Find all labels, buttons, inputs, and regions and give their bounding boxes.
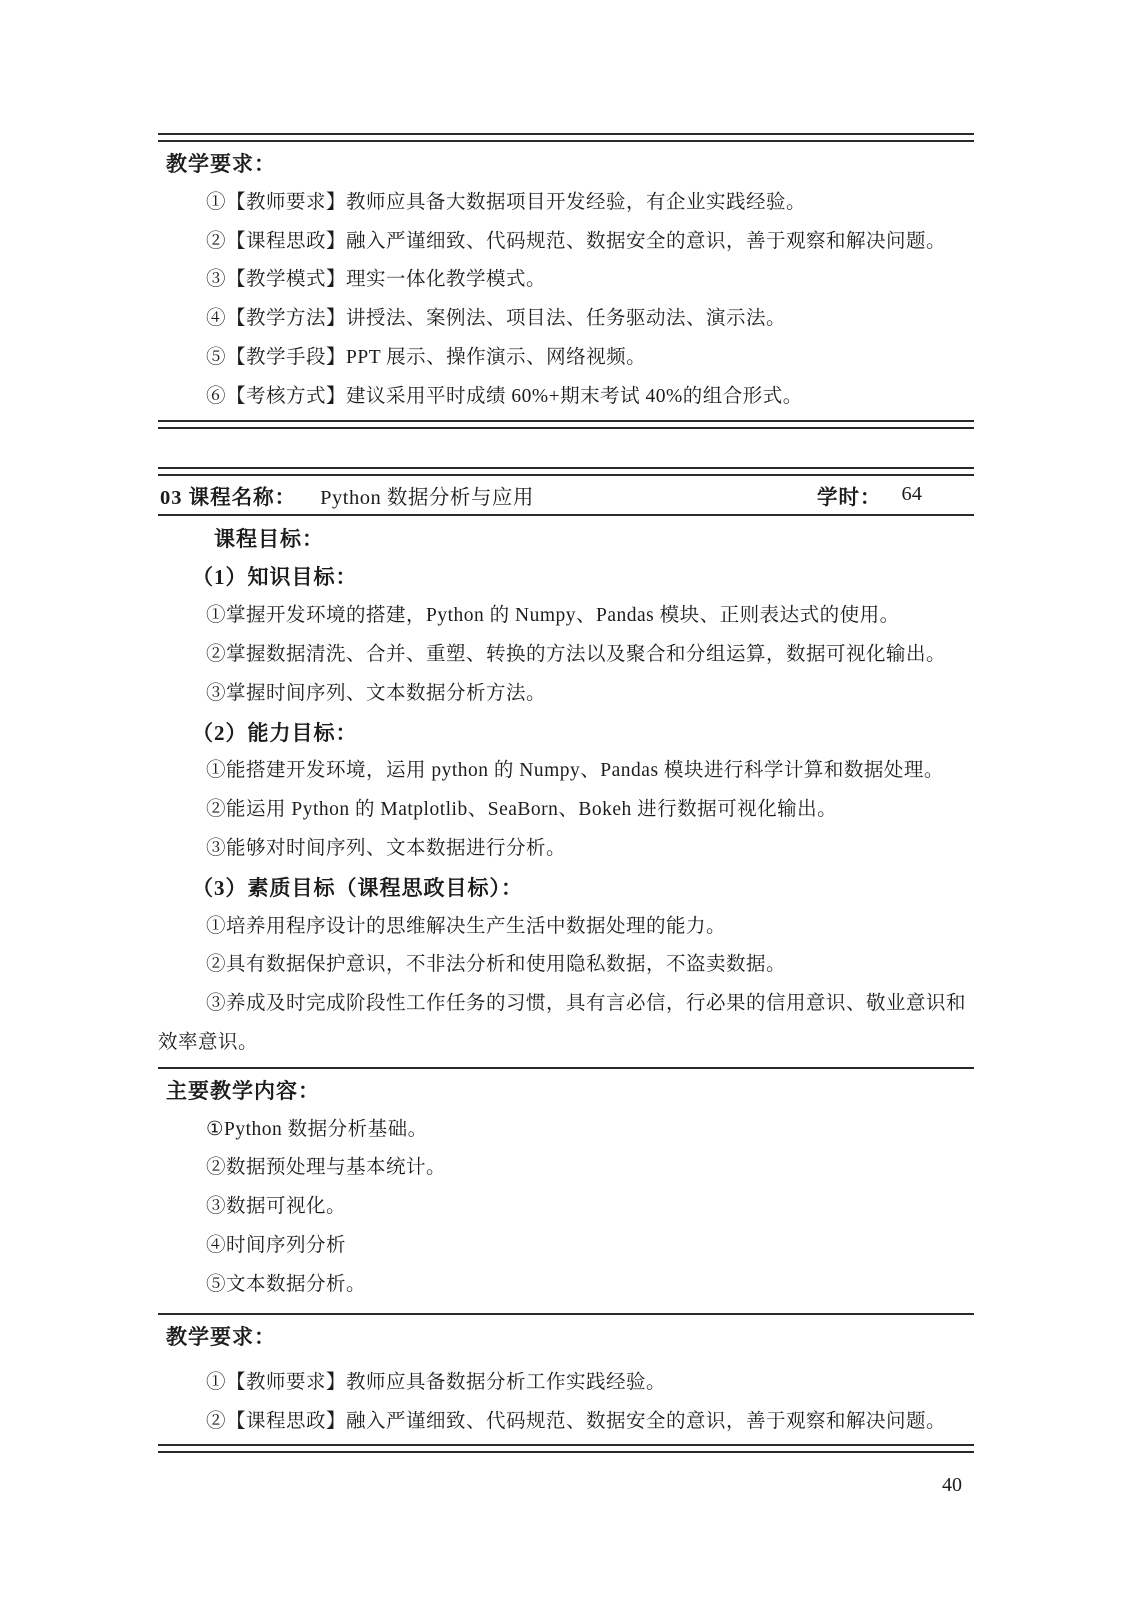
objective-item: ②能运用 Python 的 Matplotlib、SeaBorn、Bokeh 进行数据可视化输出。: [206, 799, 838, 821]
course-objectives-section: [158, 516, 974, 1067]
requirement-item: ⑤【教学手段】PPT 展示、操作演示、网络视频。: [206, 346, 647, 368]
section-heading: 主要教学内容：: [166, 1078, 320, 1103]
bottom-requirements-section: [158, 1315, 974, 1444]
document-content: [158, 133, 974, 1453]
objective-item: ②掌握数据清洗、合并、重塑、转换的方法以及聚合和分组运算，数据可视化输出。: [206, 643, 947, 665]
content-item: ③数据可视化。: [206, 1196, 347, 1218]
content-item: ②数据预处理与基本统计。: [206, 1157, 447, 1179]
requirement-item: ①【教师要求】教师应具备大数据项目开发经验，有企业实践经验。: [206, 191, 807, 213]
requirement-item: ⑥【考核方式】建议采用平时成绩 60%+期末考试 40%的组合形式。: [206, 385, 803, 407]
requirement-item: ③【教学模式】理实一体化教学模式。: [206, 269, 547, 291]
section-gap: [158, 429, 974, 467]
course-hours-label: 学时：: [817, 486, 882, 509]
course-hours-value: 64: [901, 483, 922, 506]
objective-item: ①能搭建开发环境，运用 python 的 Numpy、Pandas 模块进行科学计算和数据处理。: [206, 760, 944, 782]
content-item: ④时间序列分析: [206, 1234, 347, 1256]
teaching-content-section: [158, 1069, 974, 1313]
divider-double-top: [158, 133, 974, 142]
divider-double-bottom: [158, 1444, 974, 1453]
content-item: ⑤文本数据分析。: [206, 1273, 367, 1295]
divider-double: [158, 420, 974, 429]
objective-item: ②具有数据保护意识，不非法分析和使用隐私数据，不盗卖数据。: [206, 954, 787, 976]
objectives-heading: 课程目标：: [214, 526, 324, 551]
content-item: ①Python 数据分析基础。: [206, 1118, 428, 1140]
objectives-subheading-knowledge: （1）知识目标：: [192, 565, 358, 590]
objective-item: ①掌握开发环境的搭建，Python 的 Numpy、Pandas 模块、正则表达式的使用。: [206, 605, 900, 627]
course-number-label: 03 课程名称：: [160, 486, 297, 509]
objectives-subheading-quality: （3）素质目标（课程思政目标）：: [192, 875, 523, 900]
section-heading: 教学要求：: [166, 152, 276, 176]
course-header-row: [158, 476, 974, 514]
objectives-subheading-ability: （2）能力目标：: [192, 720, 358, 745]
objective-item: ①培养用程序设计的思维解决生产生活中数据处理的能力。: [206, 915, 727, 937]
page-number: 40: [942, 1474, 962, 1496]
objective-item: ③掌握时间序列、文本数据分析方法。: [206, 682, 547, 704]
course-title: Python 数据分析与应用: [320, 486, 534, 509]
requirement-item: ②【课程思政】融入严谨细致、代码规范、数据安全的意识，善于观察和解决问题。: [206, 230, 947, 252]
requirement-item: ④【教学方法】讲授法、案例法、项目法、任务驱动法、演示法。: [206, 308, 787, 330]
requirement-item: ②【课程思政】融入严谨细致、代码规范、数据安全的意识，善于观察和解决问题。: [206, 1411, 947, 1433]
objective-item: ③养成及时完成阶段性工作任务的习惯，具有言必信，行必果的信用意识、敬业意识和效率意识。: [158, 993, 967, 1053]
section-heading: 教学要求：: [166, 1324, 276, 1349]
divider-double: [158, 467, 974, 476]
requirement-item: ①【教师要求】教师应具备数据分析工作实践经验。: [206, 1372, 667, 1394]
objective-item: ③能够对时间序列、文本数据进行分析。: [206, 837, 567, 859]
top-requirements-section: [158, 142, 974, 420]
